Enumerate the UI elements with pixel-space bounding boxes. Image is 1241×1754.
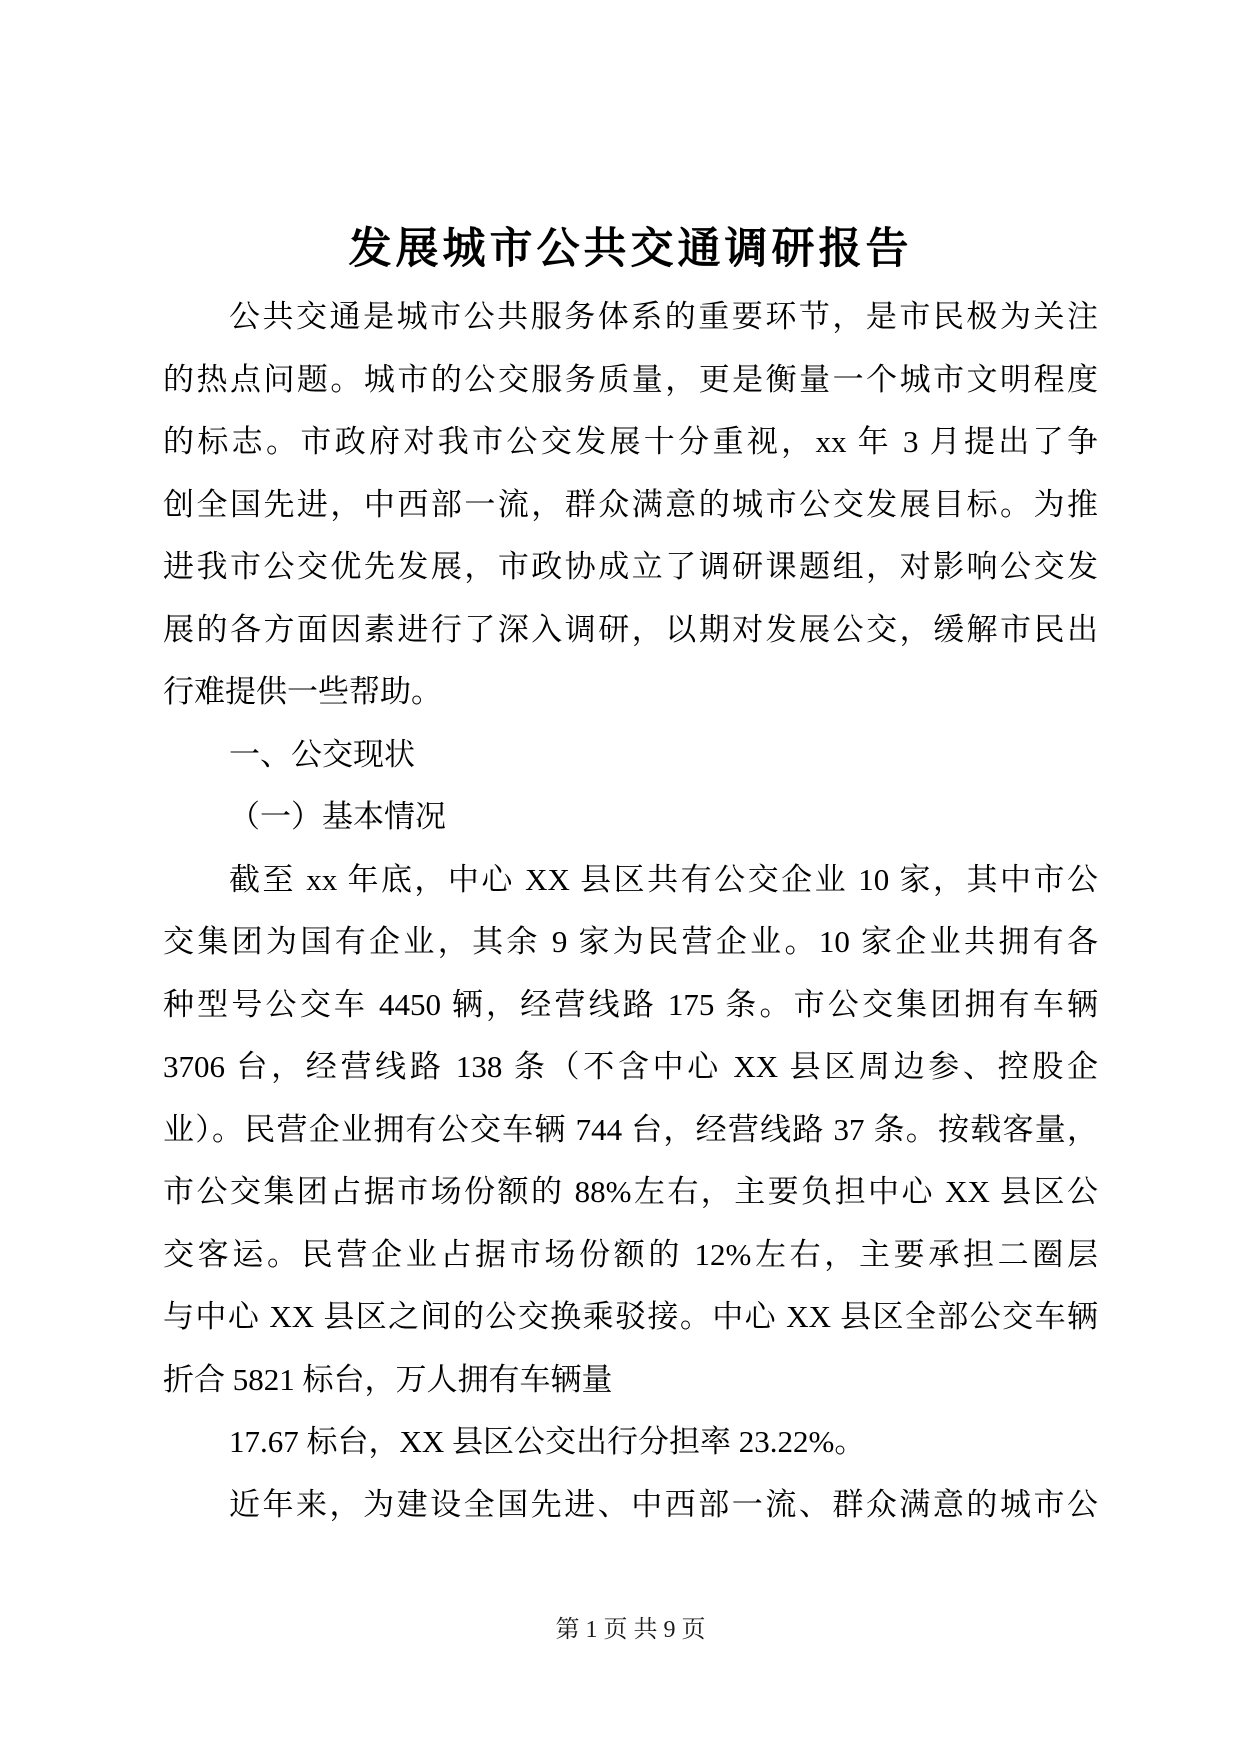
text-line: 创全国先进，中西部一流，群众满意的城市公交发展目标。为推 xyxy=(163,486,1098,522)
text-line: 截至 xx 年底，中心 XX 县区共有公交企业 10 家，其中市公 xyxy=(229,861,1098,897)
text-line: 17.67 标台，XX 县区公交出行分担率 23.22%。 xyxy=(229,1424,866,1459)
text-line: 近年来，为建设全国先进、中西部一流、群众满意的城市公 xyxy=(229,1486,1098,1522)
text-line: 的标志。市政府对我市公交发展十分重视，xx 年 3 月提出了争 xyxy=(163,424,1098,459)
text-line: 交集团为国有企业，其余 9 家为民营企业。10 家企业共拥有各 xyxy=(163,924,1098,959)
text-line: 行难提供一些帮助。 xyxy=(163,674,442,709)
text-line: （一）基本情况 xyxy=(229,799,446,834)
text-line: 公共交通是城市公共服务体系的重要环节，是市民极为关注 xyxy=(229,299,1098,334)
text-line: 进我市公交优先发展，市政协成立了调研课题组，对影响公交发 xyxy=(163,549,1098,584)
text-line: 折合 5821 标台，万人拥有车辆量 xyxy=(163,1361,613,1397)
text-line: 交客运。民营企业占据市场份额的 12%左右，主要承担二圈层 xyxy=(163,1236,1098,1272)
text-line: 展的各方面因素进行了深入调研，以期对发展公交，缓解市民出 xyxy=(163,611,1098,647)
text-line: 与中心 XX 县区之间的公交换乘驳接。中心 XX 县区全部公交车辆 xyxy=(163,1299,1098,1334)
text-line: 市公交集团占据市场份额的 88%左右，主要负担中心 XX 县区公 xyxy=(163,1174,1098,1209)
page-number-footer: 第 1 页 共 9 页 xyxy=(555,1617,706,1643)
text-line: 业）。民营企业拥有公交车辆 744 台，经营线路 37 条。按载客量， xyxy=(163,1111,1098,1147)
text-line: 种型号公交车 4450 辆，经营线路 175 条。市公交集团拥有车辆 xyxy=(163,986,1098,1022)
document-body xyxy=(163,286,1098,1536)
text-line: 的热点问题。城市的公交服务质量，更是衡量一个城市文明程度 xyxy=(163,361,1098,397)
text-line: 3706 台，经营线路 138 条（不含中心 XX 县区周边参、控股企 xyxy=(163,1049,1098,1084)
document-title: 发展城市公共交通调研报告 xyxy=(348,226,913,273)
text-line: 一、公交现状 xyxy=(229,736,415,772)
